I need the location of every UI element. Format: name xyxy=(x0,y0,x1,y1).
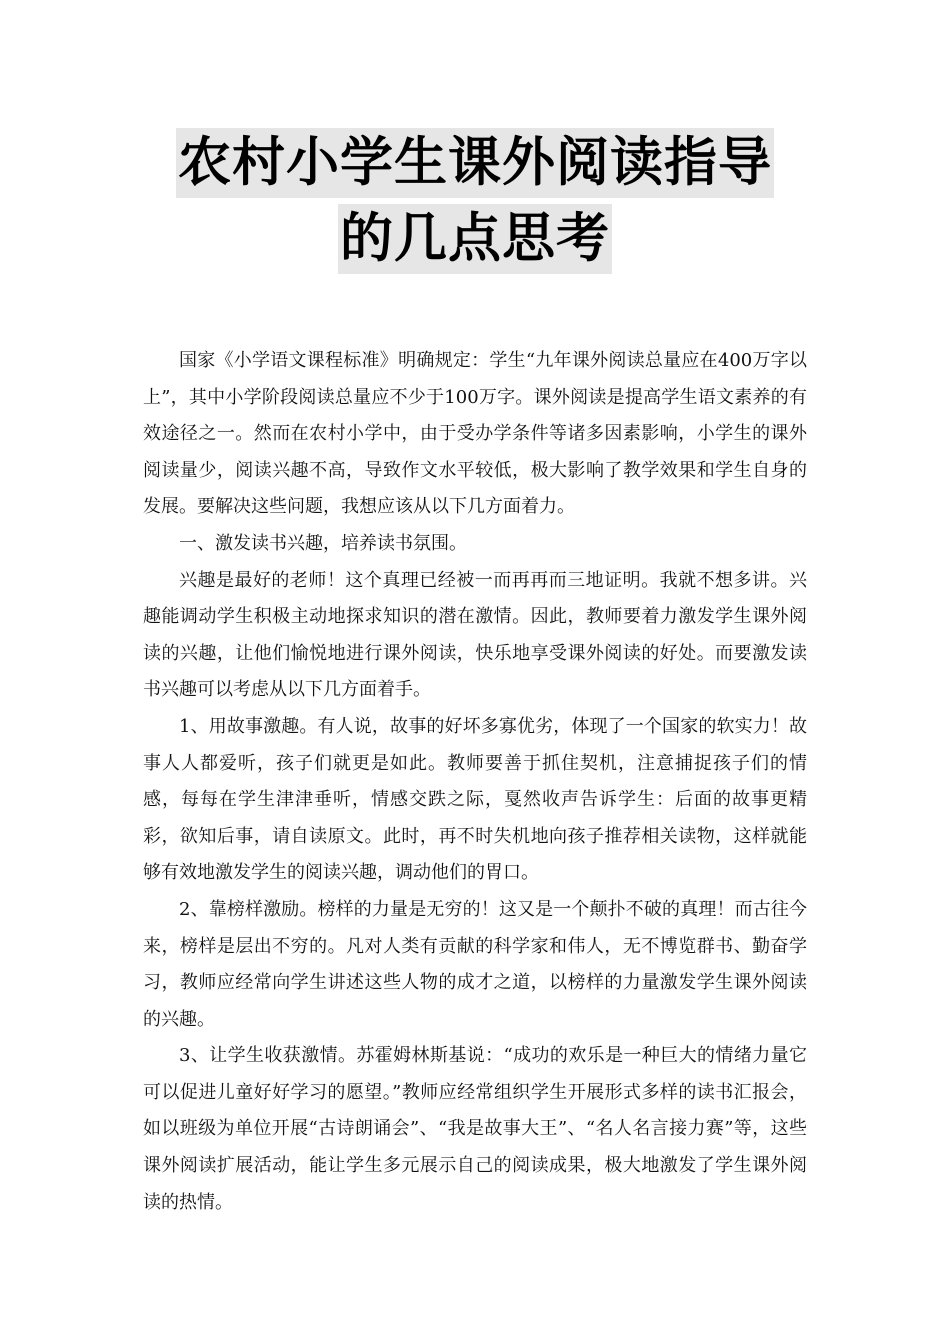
paragraph-point-3: 3、让学生收获激情。苏霍姆林斯基说：“成功的欢乐是一种巨大的情绪力量它可以促进儿童好好学习的愿望。”教师应经常组织学生开展形式多样的读书汇报会，如以班级为单位开展“古诗朗诵会”、“我是故事大王”、“名人名言接力赛”等，这些课外阅读扩展活动，能让学生多元展示自己的阅读成果，极大地激发了学生课外阅读的热情。 xyxy=(143,1045,807,1213)
paragraph-point-1: 1、用故事激趣。有人说，故事的好坏多寡优劣，体现了一个国家的软实力！故事人人都爱听，孩子们就更是如此。教师要善于抓住契机，注意捕捉孩子们的情感，每每在学生津津垂听，情感交跌之际，戛然收声告诉学生：后面的故事更精彩，欲知后事，请自读原文。此时，再不时失机地向孩子推荐相关读物，这样就能够有效地激发学生的阅读兴趣，调动他们的胃口。 xyxy=(143,715,807,884)
title-line-2: 的几点思考 xyxy=(338,204,612,274)
title-line-1: 农村小学生课外阅读指导 xyxy=(176,128,774,198)
paragraph-intro: 国家《小学语文课程标准》明确规定：学生“九年课外阅读总量应在400万字以上”，其中小学阶段阅读总量应不少于100万字。课外阅读是提高学生语文素养的有效途径之一。然而在农村小学中，由于受办学条件等诸多因素影响，小学生的课外阅读量少，阅读兴趣不高，导致作文水平较低，极大影响了教学效果和学生自身的发展。要解决这些问题，我想应该从以下几方面着力。 xyxy=(143,350,807,518)
document-body xyxy=(143,343,807,1221)
document-title xyxy=(0,128,950,274)
paragraph-interest: 兴趣是最好的老师！这个真理已经被一而再再而三地证明。我就不想多讲。兴趣能调动学生积极主动地探求知识的潜在激情。因此，教师要着力激发学生课外阅读的兴趣，让他们愉悦地进行课外阅读，快乐地享受课外阅读的好处。而要激发读书兴趣可以考虑从以下几方面着手。 xyxy=(143,569,807,701)
section-heading-1: 一、激发读书兴趣，培养读书氛围。 xyxy=(179,532,467,554)
paragraph-point-2: 2、靠榜样激励。榜样的力量是无穷的！这又是一个颠扑不破的真理！而古往今来，榜样是层出不穷的。凡对人类有贡献的科学家和伟人，无不博览群书、勤奋学习，教师应经常向学生讲述这些人物的成才之道，以榜样的力量激发学生课外阅读的兴趣。 xyxy=(143,898,807,1030)
